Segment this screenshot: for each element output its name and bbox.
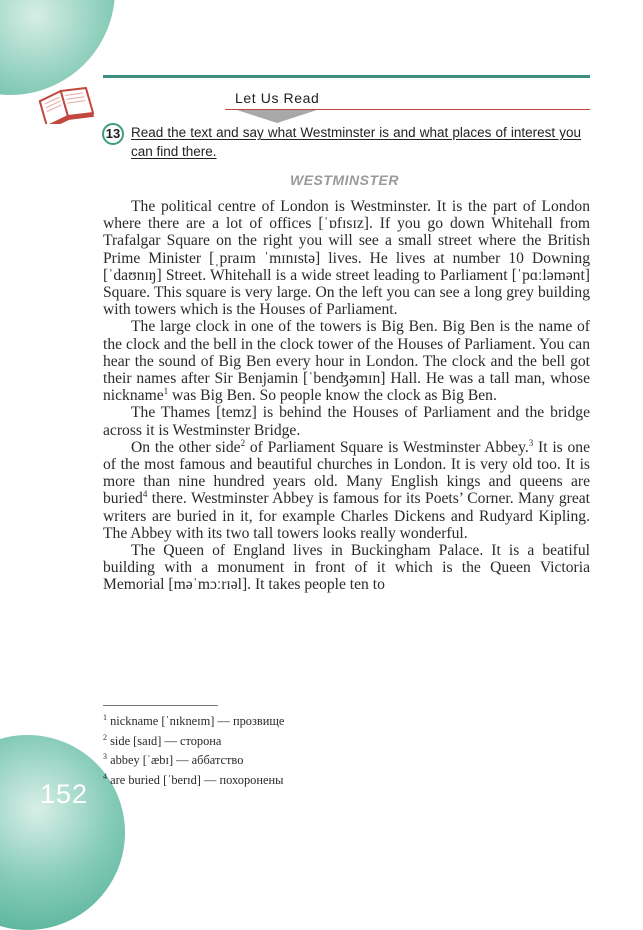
text-title: WESTMINSTER [290, 172, 399, 188]
header-rule [103, 75, 590, 78]
paragraph: The Thames [temz] is behind the Houses of Parliament and the bridge across it is Westminster Bridge. [103, 404, 590, 439]
paragraph: The political centre of London is Westminster. It is the part of London where there are a lot of offices [ˈɒfɪsɪz]. If you go down Whitehall from Trafalgar Square on the right you will see a small street where the British Prime Minister [ˌpraɪm ˈmɪnɪstə] lives. He lives at number 10 Downing [ˈdaʊnɪŋ] Street. Whitehall is a wide street leading to Parliament [ˈpɑːləmənt] Square. This square is very large. On the left you can see a long grey building with towers which is the Houses of Parliament. [103, 198, 590, 319]
footnote: $^4$ are buried [ˈberɪd] — похоронены [103, 772, 284, 788]
footnote-ref: 4 [142, 489, 148, 500]
footnote: $^2$ side [saɪd] — сторона [103, 732, 222, 748]
paragraph: On the other side$^2$ of Parliament Square is Westminster Abbey.$^3$ It is one of the most famous and beautiful churches in London. It is very old too. It is more than nine hundred years old. Many English kings and queens are buried$^4$ there. Westminster Abbey is famous for its Poets’ Corner. Many great writers are buried in it, for example Charles Dickens and Rudyard Kipling. The Abbey with its two tall towers looks really wonderful. [103, 437, 590, 542]
footnote: $^3$ abbey [ˈæbɪ] — аббатство [103, 752, 244, 768]
task-instruction: Read the text and say what Westminster is and what places of interest you can find there. [131, 125, 581, 159]
task-number-badge: 13 [102, 123, 124, 145]
footnote-ref: 2 [240, 437, 246, 448]
paragraph: The large clock in one of the towers is Big Ben. Big Ben is the name of the clock and the bell in the clock tower of the Houses of Parliament. You can hear the sound of Big Ben every hour in London. The clock and the bell got their names after Sir Benjamin [ˈbenʤəmɪn] Hall. He was a tall man, whose nickname$^1$ was Big Ben. So people know the clock as Big Ben. [103, 318, 590, 405]
footnote-ref: 1 [163, 386, 169, 397]
footnote: $^1$ nickname [ˈnɪkneɪm] — прозвище [103, 713, 285, 729]
section-title-pointer [237, 110, 317, 123]
footnotes [103, 710, 403, 789]
reading-text [103, 198, 590, 594]
section-title: Let Us Read [235, 90, 320, 106]
book-icon [36, 80, 96, 124]
footnote-ref: 3 [528, 437, 534, 448]
paragraph: The Queen of England lives in Buckingham Palace. It is a beatiful building with a monument in front of it which is the Queen Victoria Memorial [məˈmɔːrɪəl]. It takes people ten to [103, 542, 590, 594]
footnote-rule [103, 705, 218, 706]
page-number: 152 [40, 779, 89, 809]
